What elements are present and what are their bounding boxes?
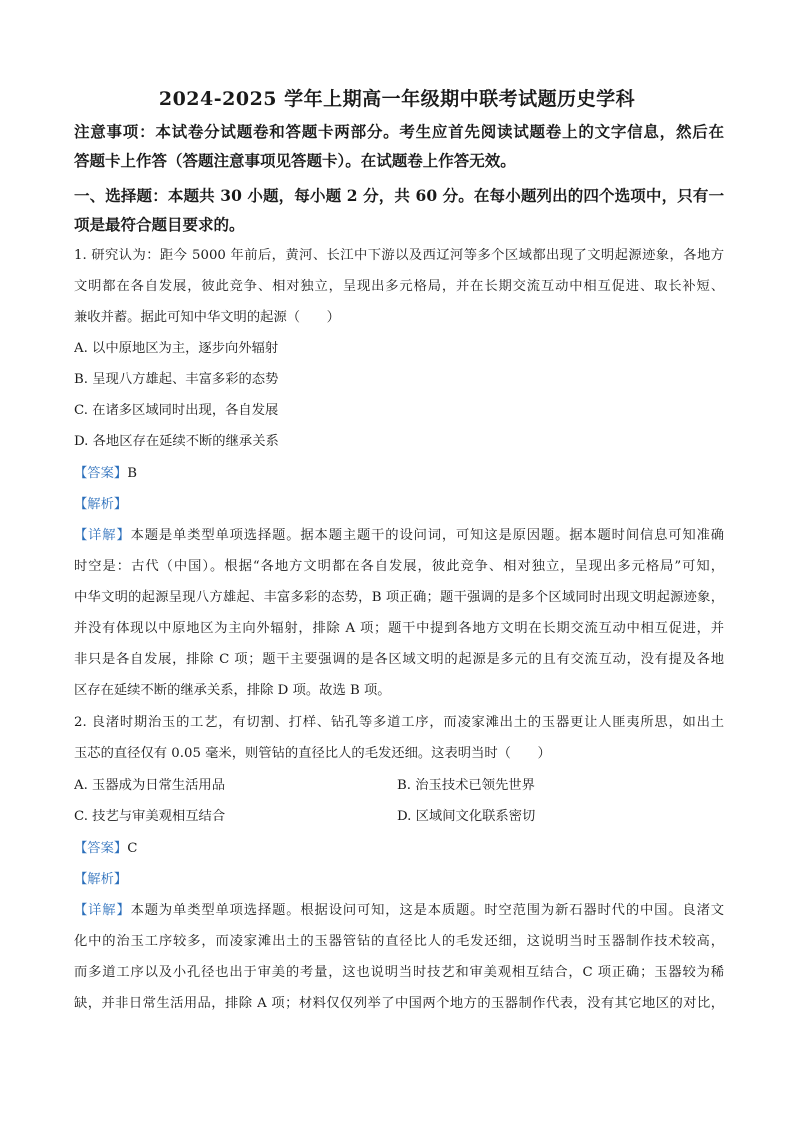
notice-line-1: 注意事项：本试卷分试题卷和答题卡两部分。考生应首先阅读试题卷上的文字信息，然后在 xyxy=(74,122,724,141)
q2-answer-value: C xyxy=(127,841,138,856)
q1-detail-line-3: 中华文明的起源呈现八方雄起、丰富多彩的态势，B 项正确；题干强调的是多个区域同时出现文明起源迹象， xyxy=(74,590,724,605)
q2-option-a: A. 玉器成为日常生活用品 xyxy=(74,778,226,793)
notice-block xyxy=(74,117,724,175)
q2-option-c: C. 技艺与审美观相互结合 xyxy=(74,809,226,824)
q2-answer-tag: 【答案】 xyxy=(74,841,128,856)
q1-analysis-tag: 【解析】 xyxy=(74,497,128,512)
q1-detail-tag: 【详解】 xyxy=(74,528,131,543)
q1-detail-line-4: 并没有体现以中原地区为主向外辐射，排除 A 项；题干中提到各地方文明在长期交流互动中相互促进，并 xyxy=(74,621,724,636)
section-heading-line-2: 项是最符合题目要求的。 xyxy=(74,215,245,234)
q1-stem-line-1: 1. 研究认为：距今 5000 年前后，黄河、长江中下游以及西辽河等多个区域都出现了文明起源迹象，各地方 xyxy=(74,248,724,263)
q1-answer-row xyxy=(74,465,724,483)
q1-detail-line-6: 区存在延续不断的继承关系，排除 D 项。故选 B 项。 xyxy=(74,683,391,698)
q2-stem-line-2: 玉芯的直径仅有 0.05 毫米，则管钻的直径比人的毛发还细。这表明当时（ ） xyxy=(74,746,551,761)
section-heading xyxy=(74,181,724,239)
q1-option-b: B. 呈现八方雄起、丰富多彩的态势 xyxy=(74,372,279,387)
q1-stem-line-3: 兼收并蓄。据此可知中华文明的起源（ ） xyxy=(74,310,340,325)
q2-option-b: B. 治玉技术已领先世界 xyxy=(397,778,535,793)
q1-answer-tag: 【答案】 xyxy=(74,466,128,481)
page-title: 2024-2025 学年上期高一年级期中联考试题历史学科 xyxy=(158,88,636,110)
q1-detail-text-1: 本题是单类型单项选择题。据本题主题干的设问词，可知这是原因题。据本题时间信息可知准确 xyxy=(130,528,724,543)
q2-detail-line-2: 化中的治玉工序较多，而凌家滩出土的玉器管钻的直径比人的毛发还细，这说明当时玉器制作技术较高， xyxy=(74,934,724,949)
q2-detail-line-1 xyxy=(74,902,724,920)
q2-answer-row xyxy=(74,840,724,858)
notice-line-2: 答题卡上作答（答题注意事项见答题卡）。在试题卷上作答无效。 xyxy=(74,151,516,170)
q1-analysis-row xyxy=(74,496,724,514)
q1-detail-line-2: 时空是：古代（中国）。根据“各地方文明都在各自发展，彼此竞争、相对独立，呈现出多元格局”可知， xyxy=(74,559,724,574)
q2-analysis-tag: 【解析】 xyxy=(74,872,128,887)
q2-stem-line-1: 2. 良渚时期治玉的工艺，有切割、打样、钻孔等多道工序，而凌家滩出土的玉器更让人匪夷所思，如出土 xyxy=(74,715,724,730)
q1-detail-line-5: 非只是各自发展，排除 C 项；题干主要强调的是各区域文明的起源是多元的且有交流互动，没有提及各地 xyxy=(74,652,724,667)
q1-option-c: C. 在诸多区域同时出现，各自发展 xyxy=(74,403,279,418)
q2-option-d: D. 区域间文化联系密切 xyxy=(397,809,536,824)
q2-detail-line-3: 而多道工序以及小孔径也出于审美的考量，这也说明当时技艺和审美观相互结合，C 项正确；玉器较为稀 xyxy=(74,965,724,980)
q2-detail-text-1: 本题为单类型单项选择题。根据设问可知，这是本质题。时空范围为新石器时代的中国。良渚文 xyxy=(130,903,724,918)
q1-option-a: A. 以中原地区为主，逐步向外辐射 xyxy=(74,341,279,356)
q2-analysis-row xyxy=(74,871,724,889)
q1-stem-line-2: 文明都在各自发展，彼此竞争、相对独立，呈现出多元格局，并在长期交流互动中相互促进、取长补短、 xyxy=(74,279,724,294)
q1-detail-line-1 xyxy=(74,527,724,545)
q2-detail-tag: 【详解】 xyxy=(74,903,131,918)
q1-option-d: D. 各地区存在延续不断的继承关系 xyxy=(74,434,279,449)
q1-answer-value: B xyxy=(127,466,137,481)
q2-detail-line-4: 缺，并非日常生活用品，排除 A 项；材料仅仅列举了中国两个地方的玉器制作代表，没有其它地区的对比， xyxy=(74,996,724,1011)
section-heading-line-1: 一、选择题：本题共 30 小题，每小题 2 分，共 60 分。在每小题列出的四个选项中，只有一 xyxy=(74,186,724,205)
